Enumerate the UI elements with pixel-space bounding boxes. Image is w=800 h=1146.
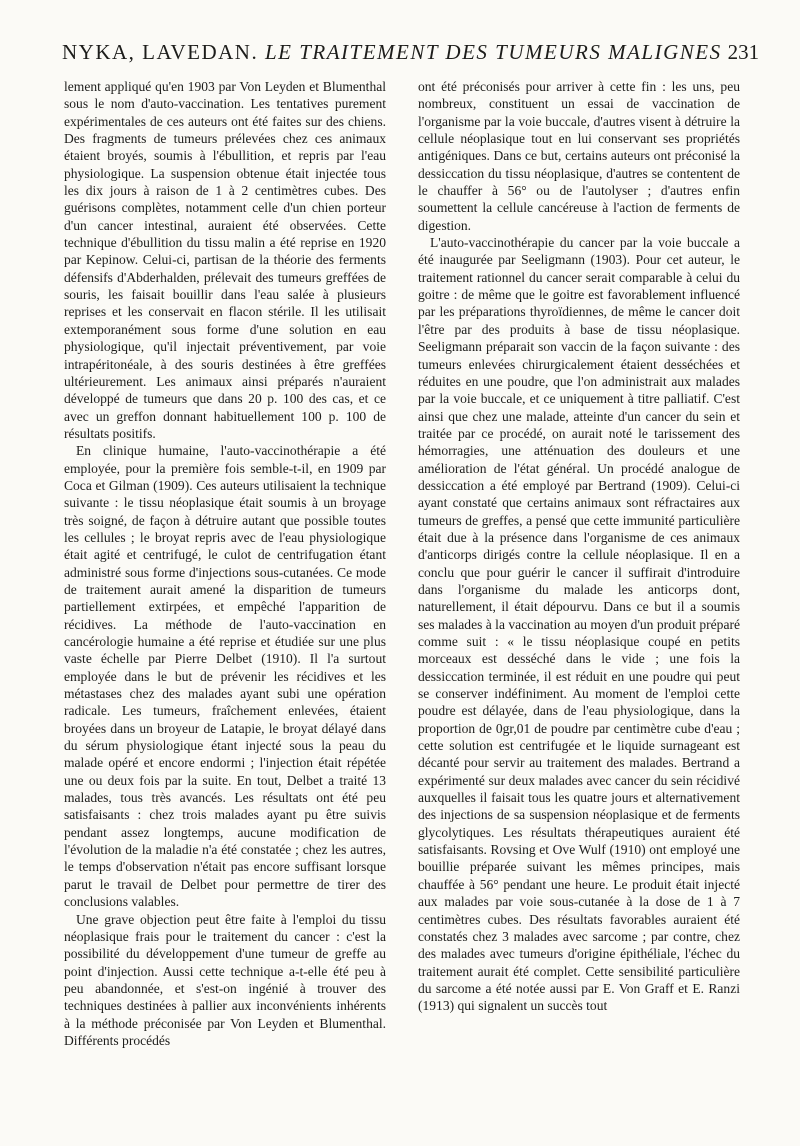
page-number: 231 [727, 40, 760, 64]
paragraph: L'auto-vaccinothérapie du cancer par la voie buccale a été inaugurée par Seeligmann (1903). Pour cet auteur, le traitement rationnel du cancer serait comparable à celui du goitre : de même que le goitre est favorablement influencé par les préparations thyroïdiennes, de même le cancer doit l'être par des produits à base de tissu néoplasique. Seeligmann préparait son vaccin de la façon suivante : des tumeurs enlevées chirurgicalement étaient desséchées et réduites en une poudre, que l'on administrait aux malades par la voie buccale, et ce uniquement à titre palliatif. C'est ainsi que chez une malade, atteinte d'un cancer du sein et traitée par ce procédé, on aurait noté le tarissement des hémorragies, une atténuation des douleurs et une amélioration de l'état général. Un procédé analogue de dessiccation a été employé par Bertrand (1909). Celui-ci ayant constaté que certains animaux sont réfractaires aux tumeurs de greffes, a pensé que cette immunité particulière était due à la présence dans l'organisme de ces animaux d'anticorps dirigés contre la cellule néoplasique. Il en a conclu que pour guérir le cancer il suffirait d'introduire dans l'organisme du malade les anticorps dont, naturellement, il était dépourvu. Dans ce but il a soumis ses malades à la vaccination au moyen d'un produit préparé comme suit : « le tissu néoplasique coupé en petits morceaux est desséché dans le vide ; une fois la dessiccation terminée, il est réduit en une poudre qui peut se conserver indéfiniment. Au moment de l'emploi cette poudre est délayée, dans de l'eau physiologique, dans la proportion de 0gr,01 de poudre par centimètre cube d'eau ; cette solution est centrifugée et le liquide surnageant est décanté pour servir au traitement des malades. Bertrand a expérimenté sur deux malades avec cancer du sein récidivé auxquelles il faisait tous les quatre jours et alternativement des injections de sa suspension néoplasique et de ferments glycolytiques. Les résultats thérapeutiques auraient été satisfaisants. Rovsing et Ove Wulf (1910) ont employé une bouillie préparée suivant les mêmes principes, mais chauffée à 56° pendant une heure. Le produit était injecté aux malades par voie sous-cutanée à la dose de 1 à 7 centimètres cubes. Des résultats favorables auraient été constatés chez 3 malades avec sarcome ; par contre, chez des malades avec tumeurs d'origine épithéliale, l'échec du traitement aurait été complet. Cette sensibilité particulière du sarcome a été notée aussi par E. Von Graff et E. Ranzi (1913) qui signalent un succès tout [418, 235, 740, 1014]
running-head-authors: NYKA, LAVEDAN. [62, 40, 259, 64]
left-column [64, 78, 386, 1049]
paragraph: lement appliqué qu'en 1903 par Von Leyden et Blumenthal sous le nom d'auto-vaccination. Les tentatives purement expérimentales de ces auteurs ont été faites sur des chiens. Des fragments de tumeurs prélevées chez ces animaux étaient broyés, soumis à l'ébullition, et repris par l'eau physiologique. La suspension obtenue était injectée tous les dix jours à raison de 1 à 2 centimètres cubes. Des guérisons complètes, notamment celle d'un chien porteur d'un cancer intestinal, auraient été observées. Cette technique d'ébullition du tissu malin a été reprise en 1920 par Kepinow. Celui-ci, partisan de la théorie des ferments défensifs d'Abderhalden, prélevait des tumeurs greffées de souris, les faisait bouillir dans l'eau salée à plusieurs reprises et les conservait en flacon stérile. Il les utilisait extemporanément sous forme d'une solution en eau physiologique, qu'il injectait préventivement, par voie intrapéritonéale, à des souris destinées à être greffées ultérieurement. Les animaux ainsi préparés n'auraient développé de tumeurs que dans 20 p. 100 des cas, et ce avec un greffon donnant habituellement 100 p. 100 de résultats positifs. [64, 79, 386, 441]
right-column [418, 78, 740, 1049]
paragraph: Une grave objection peut être faite à l'emploi du tissu néoplasique frais pour le traitement du cancer : c'est la possibilité du développement d'une tumeur de greffe au point d'injection. Aussi cette technique a-t-elle été peu à peu abandonnée, et s'est-on ingénié à trouver des techniques destinées à pallier aux inconvénients inhérents à la méthode préconisée par Von Leyden et Blumenthal. Différents procédés [64, 911, 386, 1048]
paragraph: ont été préconisés pour arriver à cette fin : les uns, peu nombreux, constituent un essai de vaccination de l'organisme par la voie buccale, d'autres visent à détruire la cellule néoplasique tout en lui conservant ses propriétés antigéniques. Dans ce but, certains auteurs ont préconisé la dessiccation du tissu néoplasique, d'autres se contentent de le chauffer à 56° ou de l'autolyser ; d'autres enfin soumettent la cellule cancéreuse à l'action de ferments de digestion. [418, 79, 740, 233]
running-header [62, 40, 760, 74]
running-head-title: LE TRAITEMENT DES TUMEURS MALIGNES [264, 40, 722, 64]
body-text [64, 78, 740, 1049]
paragraph: En clinique humaine, l'auto-vaccinothérapie a été employée, pour la première fois semble-t-il, en 1909 par Coca et Gilman (1909). Ces auteurs utilisaient la technique suivante : le tissu néoplasique était soumis à un broyage très soigné, de façon à détruire autant que possible toutes les cellules ; le broyat repris avec de l'eau physiologique était agité et centrifugé, le culot de centrifugation étant administré sous forme d'injections sous-cutanées. Ce mode de traitement aurait amené la disparition de tumeurs partiellement extirpées, et empêché l'apparition de récidives. La méthode de l'auto-vaccination en cancérologie humaine a été reprise et étudiée sur une plus vaste échelle par Pierre Delbet (1910). Il l'a surtout employée dans le but de prévenir les récidives et les métastases chez des malades ayant subi une opération radicale. Les tumeurs, fraîchement enlevées, étaient broyées dans un broyeur de Latapie, le broyat délayé dans du sérum physiologique étant injecté sous la peau du malade opéré et encore endormi ; l'injection était répétée une ou deux fois par la suite. En tout, Delbet a traité 13 malades, tous très avancés. Les résultats ont été peu satisfaisants : chez trois malades ayant pu être suivis pendant assez longtemps, aucune modification de l'évolution de la maladie n'a été constatée ; chez les autres, le temps d'observation n'était pas encore suffisant lorsque parut le travail de Delbet pour permettre de tirer des conclusions valables. [64, 443, 386, 910]
running-head [62, 40, 722, 65]
